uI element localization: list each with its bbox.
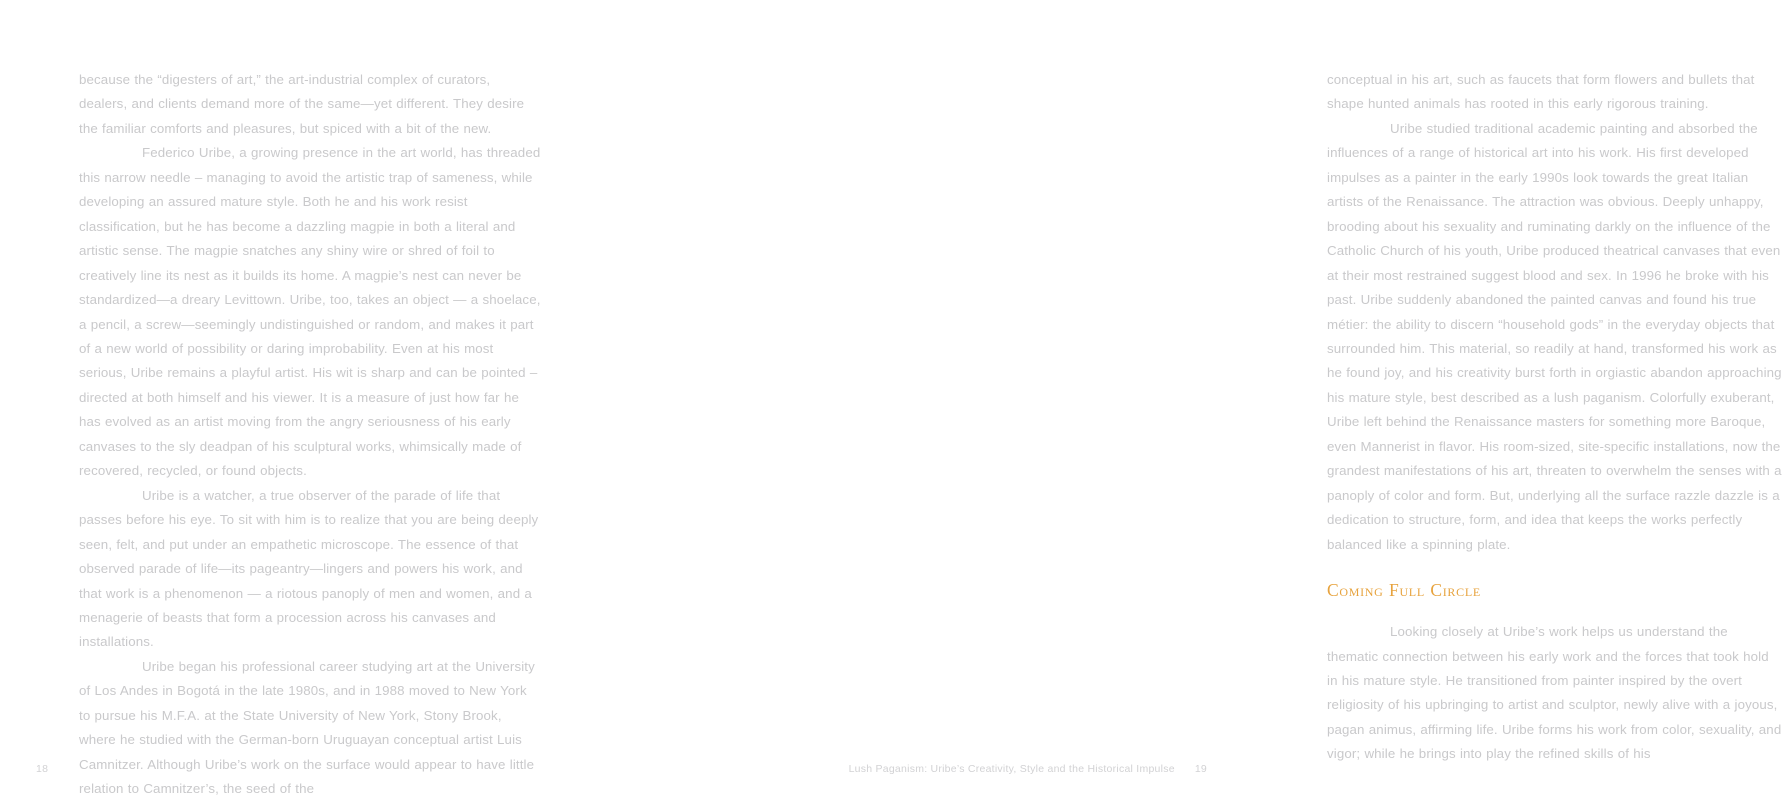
section-heading-coming-full-circle: Coming Full Circle (1327, 580, 1481, 601)
section-heading-block (1327, 557, 1782, 620)
recto-page (621, 0, 1782, 804)
right-column-body (1327, 68, 1782, 767)
paragraph: Uribe began his professional career studying art at the University of Los Andes in Bogotá in the late 1980s, and in 1988 moved to New York to pursue his M.F.A. at the State University of New York, Stony Brook, where he studied with the German-born Uruguayan conceptual artist Luis Camnitzer. Although Uribe’s work on the surface would appear to have little relation to Camnitzer’s, the seed of the (79, 658, 535, 797)
paragraph: Federico Uribe, a growing presence in the art world, has threaded this narrow needle – managing to avoid the artistic trap of sameness, while developing an assured mature style. Both he and his work resist classification, but he has become a dazzling magpie in both a literal and artistic sense. The magpie snatches any shiny wire or shred of foil to creatively line its nest as it builds its home. A magpie’s nest can never be standardized—a dreary Levittown. Uribe, too, takes an object — a shoelace, a pencil, a screw—seemingly undistinguished or random, and makes it part of a new world of possibility or daring improbability. Even at his most serious, Uribe remains a playful artist. His wit is sharp and can be pointed – directed at both himself and his viewer. It is a measure of just how far he has evolved as an artist moving from the angry seriousness of his early canvases to the sly deadpan of his sculptural works, whimsically made of recovered, recycled, or found objects. (79, 145, 541, 479)
verso-page (0, 0, 621, 804)
paragraph: conceptual in his art, such as faucets that form flowers and bullets that shape hunted animals has rooted in this early rigorous training. (1327, 72, 1755, 112)
left-column-body (79, 68, 541, 802)
verso-page-number: 18 (36, 763, 49, 775)
paragraph: Uribe studied traditional academic painting and absorbed the influences of a range of historical art into his work. His first developed impulses as a painter in the early 1990s look towards the great Italian artists of the Renaissance. The attraction was obvious. Deeply unhappy, brooding about his sexuality and ruminating darkly on the influence of the Catholic Church of his youth, Uribe produced theatrical canvases that even at their most restrained suggest blood and sex. In 1996 he broke with his past. Uribe suddenly abandoned the painted canvas and found his true métier: the ability to discern “household gods” in the everyday objects that surrounded him. This material, so readily at hand, transformed his work as he found joy, and his creativity burst forth in orgiastic abandon approaching his mature style, best described as a lush paganism. Colorfully exuberant, Uribe left behind the Renaissance masters for something more Baroque, even Mannerist in flavor. His room-sized, site-specific installations, now the grandest manifestations of his art, threaten to overwhelm the senses with a panoply of color and form. But, underlying all the surface razzle dazzle is a dedication to structure, form, and idea that keeps the works perfectly balanced like a spinning plate. (1327, 120, 1782, 552)
paragraph: Looking closely at Uribe’s work helps us understand the thematic connection between his early work and the forces that took hold in his mature style. He transitioned from painter inspired by the overt religiosity of his upbringing to artist and sculptor, newly alive with a joyous, pagan animus, affirming life. Uribe forms his work from color, sexuality, and vigor; while he brings into play the refined skills of his (1327, 624, 1782, 762)
recto-running-footer (849, 762, 1207, 776)
running-title: Lush Paganism: Uribe’s Creativity, Style and the Historical Impulse (848, 763, 1175, 775)
recto-page-number: 19 (1194, 763, 1207, 775)
paragraph: Uribe is a watcher, a true observer of the parade of life that passes before his eye. To sit with him is to realize that you are being deeply seen, felt, and put under an empathetic microscope. The essence of that observed parade of life—its pageantry—lingers and powers his work, and that work is a phenomenon — a riotous panoply of men and women, and a menagerie of beasts that form a procession across his canvases and installations. (79, 487, 539, 650)
paragraph: because the “digesters of art,” the art-industrial complex of curators, dealers, and clients demand more of the same—yet different. They desire the familiar comforts and pleasures, but spiced with a bit of the new. (79, 72, 525, 136)
